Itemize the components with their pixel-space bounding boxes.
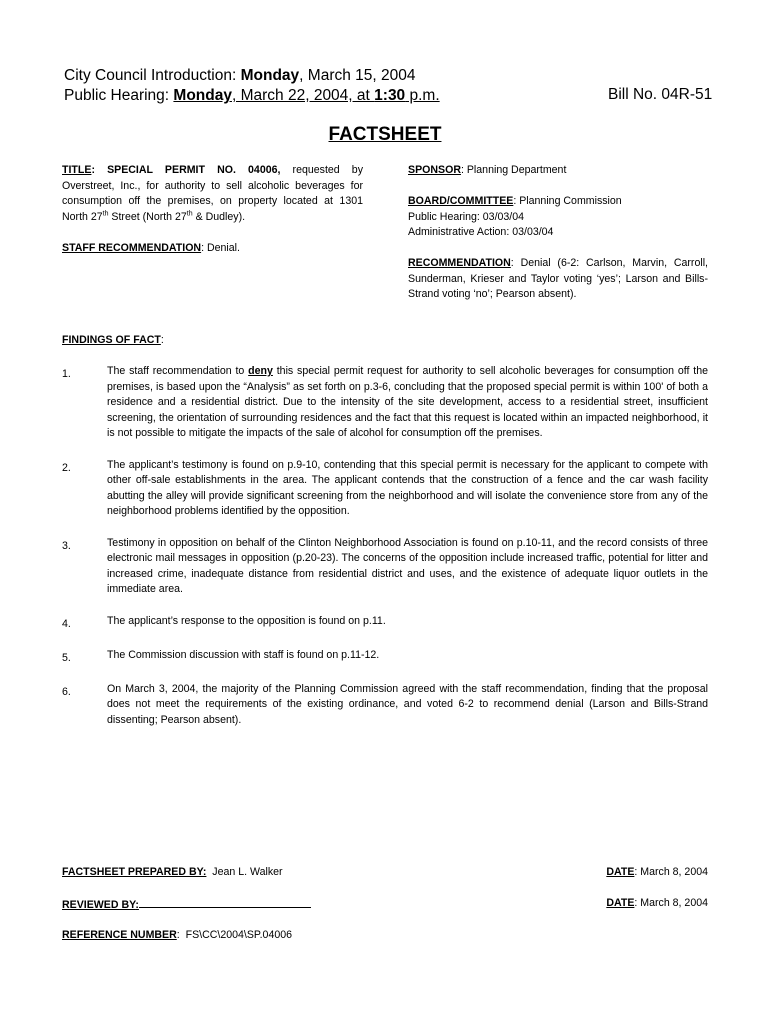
staff-recommendation (62, 241, 363, 257)
reviewed-by-signature-line (139, 897, 311, 908)
finding-number: 6. (62, 685, 71, 698)
hearing-date: , March 22, 2004, at (231, 87, 375, 104)
finding-number: 4. (62, 617, 71, 630)
date-1 (606, 866, 708, 878)
title-sup-1: th (102, 209, 109, 217)
finding-item (62, 614, 708, 633)
date-1-label: DATE (606, 866, 635, 878)
left-column (62, 163, 363, 256)
board-value: : Planning Commission (513, 195, 622, 207)
finding-number: 1. (62, 368, 71, 380)
date-2 (606, 897, 708, 909)
board-action-date: Administrative Action: 03/03/04 (408, 226, 554, 238)
intro-prefix: City Council Introduction: (64, 67, 241, 84)
reviewed-by-colon: : (135, 899, 139, 911)
council-intro-line (64, 66, 440, 86)
header-dates (64, 66, 440, 106)
board-block (408, 194, 708, 241)
title-block (62, 163, 363, 225)
finding-number: 2. (62, 461, 71, 474)
title-permit-no: : SPECIAL PERMIT NO. 04006, (91, 164, 281, 176)
date-2-value: : March 8, 2004 (634, 897, 708, 909)
bill-number: Bill No. 04R-51 (608, 86, 713, 103)
title-label: TITLE (62, 164, 92, 176)
finding-1-text-2: this special permit request for authority to sell alcoholic beverages for consumption off the premises, is based upon the “Analysis” as set forth on p.3-6, concluding that the proposed special permit is within 100' of both a residence and a residential district. Due to the intensity of the site development, access to a residential street, insufficient screening, the orientation of surrounding residences and the fact that this request is located within an impacted neighborhood, it is not possible to mitigate the impacts of the sale of alcohol for consumption off the premises. (107, 365, 708, 440)
staff-rec-label: STAFF RECOMMENDATION (62, 241, 202, 254)
finding-text (107, 364, 708, 442)
right-column (408, 163, 708, 303)
recommendation-value: : Denial (6-2: Carlson, Marvin, Carroll, Sunderman, Krieser and Taylor voting ‘yes’; Larson and Bills-Strand voting ‘no’; Pearson absent). (408, 257, 708, 300)
prepared-by-row (62, 866, 708, 878)
title-text-2: Street (North 27 (108, 210, 187, 223)
finding-text: The Commission discussion with staff is found on p.11-12. (107, 648, 380, 661)
finding-1-text: The staff recommendation to (107, 365, 249, 377)
board-label: BOARD/COMMITTEE (408, 195, 514, 207)
finding-text: Testimony in opposition on behalf of the Clinton Neighborhood Association is found on p.10-11, and the record consists of three electronic mail messages in opposition (p.20-23). The concerns of the opposition include increased traffic, potential for litter and increased crime, inadequate distance from residential district and uses, and the existence of adequate liquor outlets in the immediate area. (107, 536, 708, 596)
finding-item (62, 536, 708, 598)
public-hearing-line (64, 86, 440, 106)
title-text: requested by Overstreet, Inc., for authority to sell alcoholic beverages for consumption off the premises, on property located at 1301 North 27 (62, 164, 363, 223)
document-title: FACTSHEET (328, 124, 442, 145)
title-sup-2: th (186, 209, 193, 217)
prepared-by-label: FACTSHEET PREPARED BY: (62, 866, 207, 878)
findings-heading (62, 334, 164, 346)
finding-item (62, 364, 708, 442)
staff-rec-value: : Denial. (201, 241, 240, 254)
finding-text: The applicant’s testimony is found on p.9-10, contending that this special permit is necessary for the applicant to compete with other off-sale establishments in the area. The applicant contends that the construction of a fence and the car wash facility abutting the alley will provide significant screening from the neighborhood and will isolate the convenience store from any of the neighborhood problems identified by the opposition. (107, 458, 708, 518)
findings-list (62, 364, 708, 744)
prepared-by-value: Jean L. Walker (206, 866, 283, 878)
hearing-day: Monday (173, 87, 232, 104)
finding-item (62, 458, 708, 520)
reference-number-row (62, 929, 708, 941)
recommendation-label: RECOMMENDATION (408, 257, 511, 269)
finding-1-emphasis: deny (248, 365, 273, 377)
reference-number-label: REFERENCE NUMBER (62, 929, 177, 941)
sponsor-block (408, 163, 708, 179)
recommendation-block (408, 256, 708, 303)
intro-date: , March 15, 2004 (299, 67, 416, 84)
finding-text: The applicant’s response to the opposition is found on p.11. (107, 614, 386, 627)
date-1-value: : March 8, 2004 (634, 866, 708, 878)
sponsor-label: SPONSOR (408, 164, 461, 176)
board-hearing-date: Public Hearing: 03/03/04 (408, 210, 525, 223)
reference-number-value: : FS\CC\2004\SP.04006 (176, 929, 293, 941)
hearing-prefix: Public Hearing: (64, 87, 174, 104)
findings-label: FINDINGS OF FACT (62, 334, 161, 346)
hearing-time: 1:30 (374, 87, 406, 104)
date-2-label: DATE (606, 897, 635, 909)
finding-number: 5. (62, 651, 71, 664)
sponsor-value: : Planning Department (460, 164, 567, 176)
finding-item (62, 648, 708, 667)
finding-number: 3. (62, 539, 71, 552)
intro-day: Monday (240, 67, 300, 84)
reviewed-by-label: REVIEWED BY (62, 899, 136, 911)
reviewed-by-row (62, 897, 708, 911)
finding-item (62, 682, 708, 729)
title-text-3: & Dudley). (192, 210, 246, 223)
hearing-ampm: p.m. (405, 87, 440, 104)
findings-colon: : (160, 334, 164, 346)
finding-text: On March 3, 2004, the majority of the Planning Commission agreed with the staff recommendation, finding that the proposal does not meet the requirements of the existing ordinance, and voted 6-2 to recommend denial (Larson and Bills-Strand dissenting; Pearson absent). (107, 682, 708, 727)
